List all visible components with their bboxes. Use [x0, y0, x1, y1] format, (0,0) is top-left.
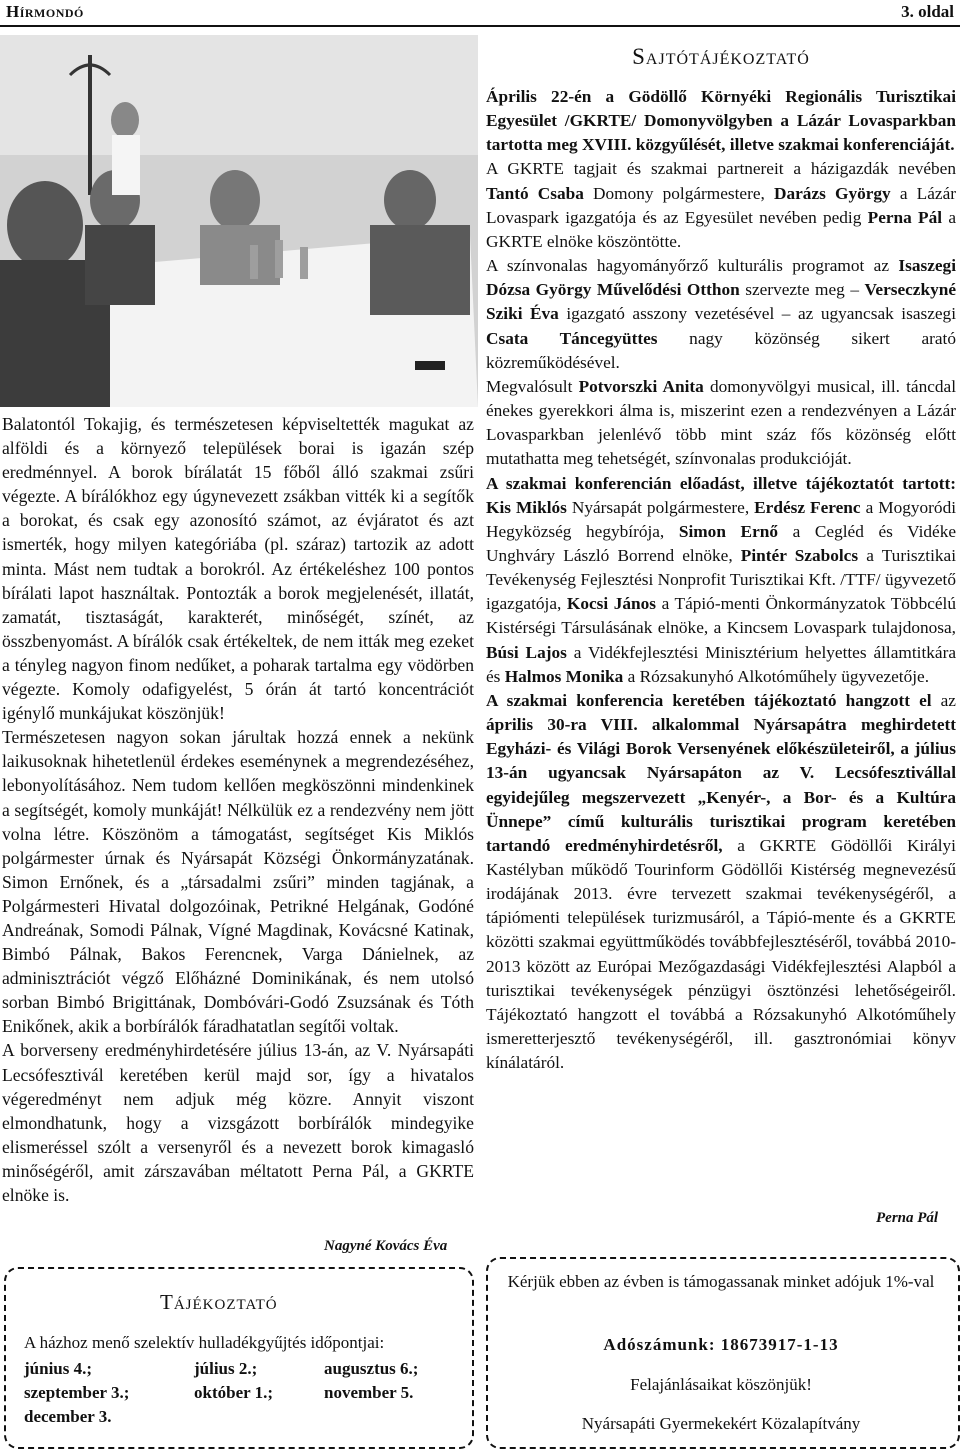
newspaper-title: Hírmondó — [6, 2, 84, 21]
press-paragraph: Megvalósult Potvorszki Anita domonyvölgyi musical, ill. táncdal énekes gyerekkori álma is, miszerint ezen a rendezvényen a Lázár Lovasparkban jelenlévő több mint száz fős közönség előtt mutathatta meg tehetségét, színvonalas produkcióját. — [486, 376, 957, 469]
donation-thanks: Felajánlásaikat köszönjük! — [630, 1375, 812, 1394]
tax-id: Adószámunk: 18673917-1-13 — [603, 1335, 839, 1354]
press-paragraph: A szakmai konferencia keretében tájékoztató hangzott el az április 30-ra VIII. alkalommal Nyársapátra meghirdetett Egyházi- és Világi Borok Versenyének előkészületeiről, a július 13-án ugyancsak Nyársapáton az V. Lecsófesztivállal egyidejűleg megszervezett „Kenyér-, a Bor- és a Kultúra Ünnepe” című kulturális turisztikai program keretében tartandó eredményhirdetésről, a GKRTE Gödöllői Királyi Kastélyban működő Tourinform Gödöllői Kistérség megnevezésű irodájának 2013. évre tervezett szakmai tevékenységéről, a tápiómenti települések turizmusáról, a Tápió-mente és a GKRTE közötti szakmai együttműködés továbbfejlesztéséről, továbbá 2010-2013 között az Európai Mezőgazdasági Vidékfejlesztési Alapból a turisztikai tevékenységek pénzügyi ösztönzési lehetőségeiről. Tájékoztató hangzott el továbbá a Rózsakunyhó Alkotóműhely ismeretterjesztő tevékenységéről, ill. gasztronómiai könyv kínálatáról. — [486, 690, 956, 1073]
waste-dates — [24, 1357, 464, 1429]
waste-notice-intro: A házhoz menő szelektív hulladékgyűjtés időpontjai: — [24, 1333, 385, 1352]
date-cell: június 4.; — [24, 1359, 93, 1378]
event-photo — [0, 35, 478, 407]
article-paragraph: A borverseny eredményhirdetésére július 13-án, az V. Nyársapáti Lecsófesztivál keretében kerül majd sor, így a hivatalos végeredményt nem adjuk még közre. Annyit viszont elmondhatunk, hogy a vizsgázott borbírálók mindegyike elismeréssel szólt a versenyről és a nevezett borok kimagasló minőségéről, amit zárszavában méltatott Perna Pál, a GKRTE elnöke is. — [2, 1040, 474, 1205]
article-paragraph: Balatontól Tokajig, és természetesen képviseltették magukat az alföldi és a környező települések borai is igazán szép eredménnyel. A borok bírálatát 15 főből álló szakmai zsűri végezte. A bírálókhoz egy úgynevezett zsákban vitték ki a segítők a borokat, és csak egy azonosító számot, az évjáratot és azt ismerték, hogy milyen kategóriába (pl. száraz) tartozik az adott minta. Mást nem tudtak a borokról. Az értékeléshez 100 pontos bírálati lapot használtak. Pontozták a borok megjelenését, illatát, zamatát, tisztaságát, karakterét, minőségét, színét, az összbenyomást. A bírálók csak értékeltek, de nem itták meg ezeket a tényleg nagyon finom nedűket, a poharak tartalma egy vödörben végezte. Komoly odafigyelést, 5 órán át tartó koncentrációt igénylő munkájukat köszönjük! — [2, 414, 474, 724]
article-signature: Nagyné Kovács Éva — [324, 1238, 448, 1254]
dates-row — [24, 1357, 464, 1381]
press-paragraph: Április 22-én a Gödöllő Környéki Regionális Turisztikai Egyesület /GKRTE/ Domonyvölgyben a Lázár Lovasparkban tartotta meg XVIII. közgyűlését, illetve szakmai konferenciáját. — [486, 87, 956, 155]
date-cell: december 3. — [24, 1407, 112, 1426]
press-release-body — [486, 85, 956, 1075]
press-signature: Perna Pál — [876, 1210, 939, 1226]
header-rule — [0, 25, 960, 27]
donation-request: Kérjük ebben az évben is támogassanak minket adójuk 1%-val — [507, 1272, 935, 1291]
press-release-title: Sajtótájékoztató — [632, 44, 810, 69]
date-cell: augusztus 6.; — [324, 1359, 419, 1378]
date-cell: november 5. — [324, 1383, 414, 1402]
photo-image — [0, 35, 478, 407]
left-article — [2, 412, 474, 1207]
page-number: 3. oldal — [901, 2, 954, 21]
date-cell: július 2.; — [194, 1359, 258, 1378]
foundation-name: Nyársapáti Gyermekekért Közalapítvány — [581, 1414, 861, 1433]
article-paragraph: Természetesen nagyon sokan járultak hozzá ennek a nekünk laikusoknak hihetetlenül érdekes eseménynek a megrendezéséhez, lebonyolításához. Nem tudom kellően megköszönni mindenkinek a segítségét, komoly munkáját! Nélkülük ez a rendezvény nem jött volna létre. Köszönöm a támogatást, segítséget Kis Miklós polgármester úrnak és Nyársapát Községi Önkormányzatának. Simon Ernőnek, és a „társadalmi zsűri” minden tagjának, a Polgármesteri Hivatal dolgozóinak, Petrikné Helgának, Godóné Andreának, Somodi Pálnak, Vígné Magdinak, Kovácsné Katinak, Bimbó Pálnak, Bakos Ferencnek, Varga Dánielnek, az adminisztrációt végző Előházné Dominikának, és nem utolsó sorban Bimbó Brigittának, Dombóvári-Godó Zsuzsának és Tóth Enikőnek, akik a borbírálók fáradhatatlan segítői voltak. — [2, 727, 474, 1037]
dates-row — [24, 1405, 464, 1429]
waste-notice-title: Tájékoztató — [160, 1290, 278, 1314]
dates-row — [24, 1381, 464, 1405]
press-paragraph: A szakmai konferencián előadást, illetve tájékoztatót tartott: Kis Miklós Nyársapát polgármestere, Erdész Ferenc a Mogyoródi Hegyközség hegybírója, Simon Ernő a Cegléd és Vidéke Unghváry László Borrend elnöke, Pintér Szabolcs a Turisztikai Tevékenység Fejlesztési Nonprofit Turisztikai Kft. /TTF/ ügyvezető igazgatója, Kocsi János a Tápió-menti Önkormányzatok Többcélú Kistérségi Társulásának elnöke, a Kincsem Lovaspark tulajdonosa, Búsi Lajos a Vidékfejlesztési Minisztérium helyettes államtitkára és Halmos Monika a Rózsakunyhó Alkotóműhely ügyvezetője. — [486, 473, 957, 686]
press-paragraph: A színvonalas hagyományőrző kulturális programot az Isaszegi Dózsa György Művelődési Otthon szervezte meg – Verseczkyné Sziki Éva igazgató asszony vezetésével – az ugyancsak isaszegi Csata Táncegyüttes nagy közönség sikert arató közreműködésével. — [486, 256, 957, 372]
press-paragraph: A GKRTE tagjait és szakmai partnereit a házigazdák nevében Tantó Csaba Domony polgármestere, Darázs György a Lázár Lovaspark igazgatója és az Egyesület nevében pedig Perna Pál a GKRTE elnöke köszöntötte. — [486, 159, 956, 251]
date-cell: október 1.; — [194, 1383, 274, 1402]
date-cell: szeptember 3.; — [24, 1383, 130, 1402]
